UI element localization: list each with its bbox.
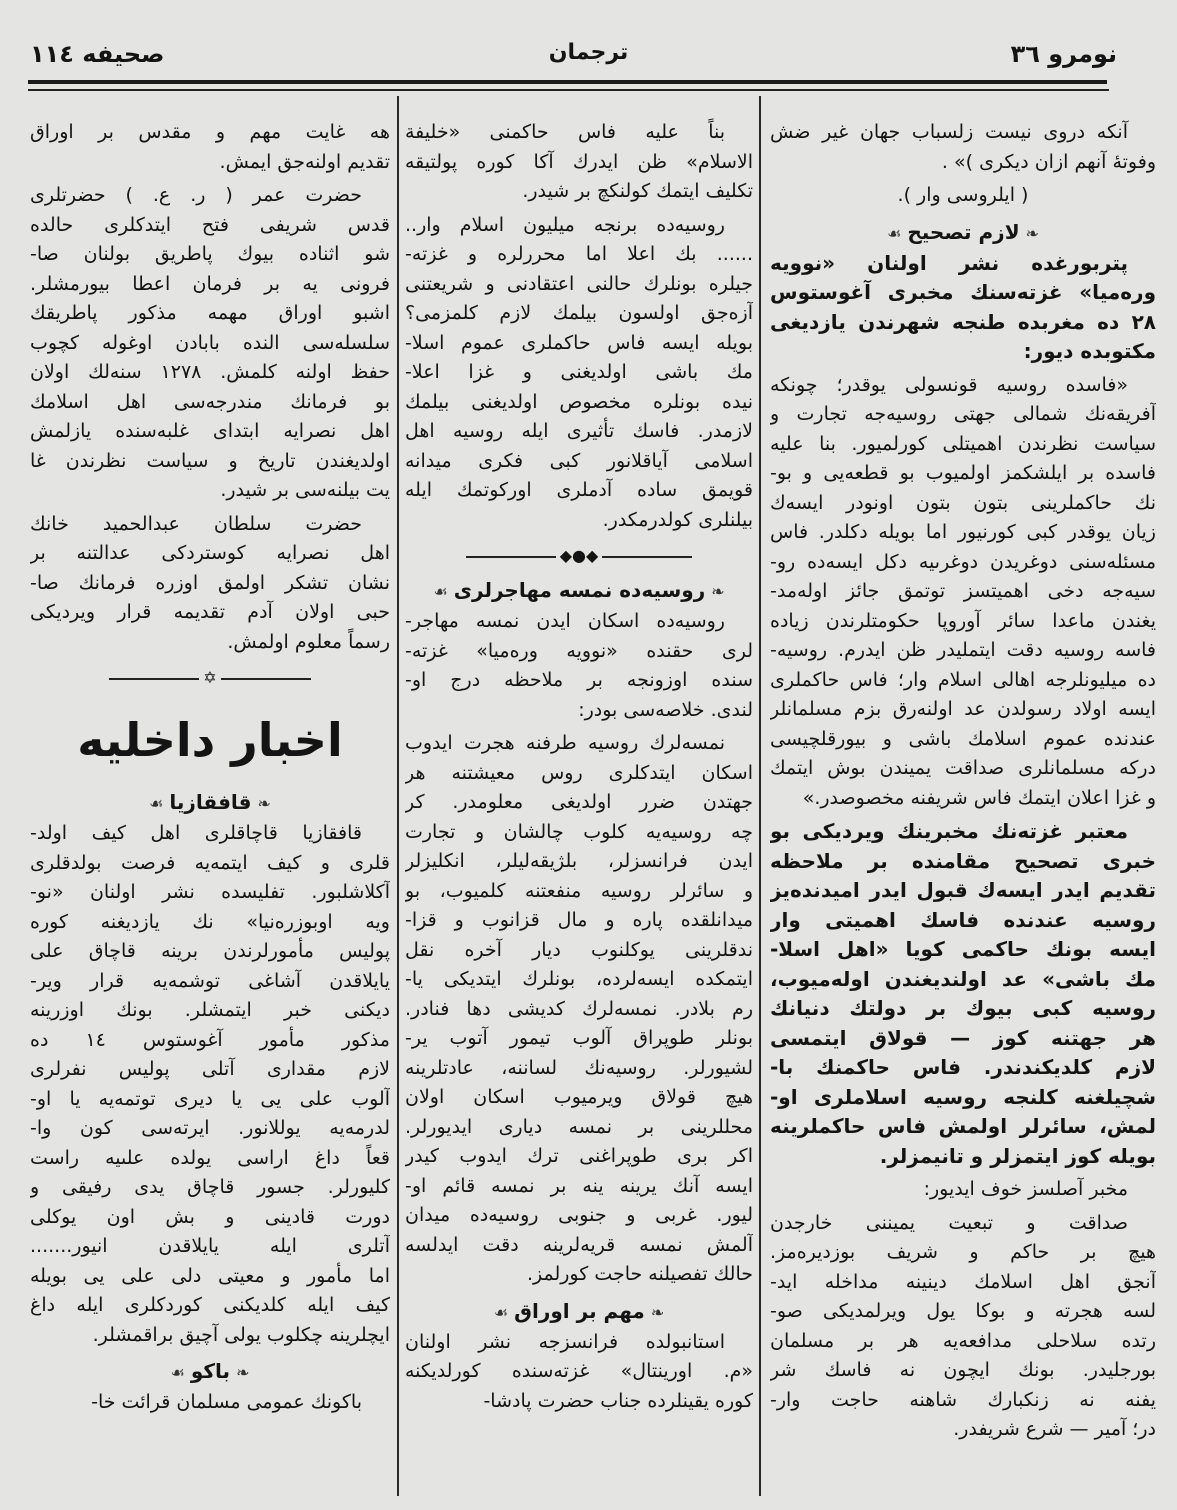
text-line: نمسەلرك روسيه طرفنه هجرت ايدوب bbox=[405, 732, 725, 754]
text-line: لدرمەيه يوللانور. ايرتەسى كون وا- bbox=[30, 1117, 390, 1139]
ornament-icon: ❧ bbox=[236, 1363, 250, 1382]
text-line: ايتمكده ايسەلرده، بونلرك ايتديكى يا- bbox=[405, 968, 753, 990]
text-line: تقديم ايدر ايسەك قبول ايدر اميدندەيز bbox=[770, 878, 1156, 902]
text-line: ...... بك اعلا اما محررلره و غزتە- bbox=[405, 243, 753, 265]
text-line: نك حاكملرينى بتون بتون اونودر ايسەك bbox=[770, 491, 1156, 514]
text-line: كليورلر. جسور قاچاق يدى رفيقى و bbox=[30, 1176, 390, 1198]
text-line: جيلره بونلرك حالنى اعتقادنى و شريعتنى bbox=[405, 272, 753, 295]
paragraph bbox=[30, 1388, 390, 1418]
paragraph bbox=[770, 371, 1156, 814]
ornament-icon: ☙ bbox=[493, 1302, 509, 1322]
text-line: آتلرى ايله يايلاقدن انيور....... bbox=[30, 1235, 390, 1257]
text-line: بونلر طوپراق آلوب تيمور آتوب ير- bbox=[405, 1027, 753, 1049]
text-line: لازم مقدارى آتلى پوليس نفرلرى bbox=[30, 1058, 390, 1080]
text-line: هيچ قولاق ويرميوب اسكان اولان bbox=[405, 1086, 753, 1108]
text-line: خبرى تصحيح مقامنده بر ملاحظه bbox=[770, 848, 1156, 873]
column-right bbox=[770, 118, 1156, 1449]
text-line: كوره يقينلرده جناب حضرت پادشا- bbox=[483, 1389, 753, 1412]
divider-ornament-icon: ✡ bbox=[203, 668, 217, 687]
paragraph bbox=[405, 607, 753, 725]
text-line: تكليف ايتمك كولنكچ بر شيدر. bbox=[522, 180, 753, 202]
text-line: اشبو اوراق مهمه مذكور پاطريقك bbox=[30, 302, 390, 324]
paragraph bbox=[30, 181, 390, 506]
text-line: روسيەده اسكان ايدن نمسه مهاجر- bbox=[405, 610, 725, 632]
text-line: بويله كوز ايتمزلر و تانيمزلر. bbox=[879, 1143, 1156, 1168]
text-line: «م. اورينتال» غزتەسنده كورلديكنه bbox=[405, 1360, 753, 1382]
text-line: يفنه نه زنكبارك شاهنه حاجت وار- bbox=[770, 1388, 1156, 1411]
text-line: پوليس مأمورلرندن برينه قاچاق على bbox=[30, 940, 390, 962]
text-line: آكلاشلبور. تفليسده نشر اولنان «نو- bbox=[30, 881, 390, 903]
text-line: يت بيلنەسى بر شيدر. bbox=[220, 479, 390, 501]
text-line: روسيەده برنجه ميليون اسلام وار.. bbox=[405, 213, 725, 236]
column-middle bbox=[405, 118, 753, 1420]
header-rule bbox=[28, 80, 1107, 84]
paragraph bbox=[30, 510, 390, 658]
text-line: رسماً معلوم اولمش. bbox=[227, 630, 390, 653]
text-line: قدس شريفى فتح ايتدكلرى حالده bbox=[30, 213, 390, 236]
paragraph bbox=[405, 729, 753, 1290]
text-line: بورجليدر. بونك ايچون نه فاسك شر bbox=[770, 1359, 1156, 1381]
text-line: لسه هجرته و بوكا يول ويرلمديكى صو- bbox=[770, 1300, 1156, 1322]
text-line: دورت قادينى و بش اون يوكلى bbox=[30, 1205, 390, 1228]
text-line: سياست نظرندن اهميتلى كورلميور. بنا عليه bbox=[770, 432, 1156, 455]
divider-line bbox=[221, 678, 311, 680]
text-line: ويه اوبوزرەنيا» نك يازديغنه كوره bbox=[30, 910, 390, 933]
paragraph bbox=[770, 249, 1156, 367]
section-heading bbox=[405, 1294, 753, 1328]
paragraph bbox=[405, 1328, 753, 1417]
text-line: پتربورغده نشر اولنان «نوويه bbox=[770, 250, 1128, 275]
text-line: رتده سلاحلى مدافعەيه هر بر مسلمان bbox=[770, 1329, 1156, 1352]
text-line: اسلامى آياقلانور كبى فكرى ميدانه bbox=[405, 449, 753, 472]
text-line: ايسه آنك يرينه ينه بر نمسه قائم او- bbox=[405, 1174, 753, 1197]
text-line: تقديم اولنەجق ايمش. bbox=[219, 150, 390, 173]
issue-number: نومرو ٣٦ bbox=[1010, 40, 1117, 68]
text-line: اهل نصرايه ابتداى غلبەسنده يازلمش bbox=[30, 420, 390, 442]
text-line: قعاً داغ اراسى يولده علىيه راست bbox=[30, 1146, 390, 1169]
section-heading bbox=[770, 215, 1156, 249]
text-line: سلسلەسى النده بابادن اوغوله كچوب bbox=[30, 331, 390, 354]
text-line: دركه مسلمانلرى صداقت يميندن بوش ايتمك bbox=[770, 757, 1156, 779]
text-line: لازم كلديكندندر. فاس حاكمنك با- bbox=[770, 1055, 1156, 1079]
ornament-icon: ❧ bbox=[1025, 223, 1039, 243]
text-line: حضرت عمر ( ر. ع. ) حضرتلرى bbox=[30, 184, 362, 206]
paragraph bbox=[30, 118, 390, 177]
ornament-icon: ❧ bbox=[650, 1302, 665, 1322]
text-line: هر جهتنه كوز — قولاق ايتمسى bbox=[770, 1025, 1156, 1050]
text-line: بيلنلرى كولدرمكدر. bbox=[602, 508, 753, 531]
section-title: اخبار داخليه bbox=[77, 713, 343, 767]
section-heading bbox=[30, 785, 390, 819]
text-line: قويمق ساده آدملرى اوركوتمك ايله bbox=[405, 479, 753, 501]
text-line: آفريقەنك شمالى جهتى روسيەجه تجارت و bbox=[770, 403, 1156, 425]
text-line: مك باشى» عد اولنديغندن اولەميوب، bbox=[770, 966, 1156, 991]
text-line: حالك تفصيلنه حاجت كورلمز. bbox=[526, 1263, 753, 1285]
text-line: سنده اوزونجه بر ملاحظه درج او- bbox=[405, 669, 753, 691]
text-line: فاسه روسيه دقت ايتمليدر ظن ايدرم. روسيە- bbox=[770, 639, 1156, 661]
text-line: سيەجه دخى اهميتسز توتمق جائز اولەمد- bbox=[770, 580, 1156, 602]
text-line: آزەجق اولسون بيلمك لازم كلمزمى؟ bbox=[405, 302, 753, 324]
text-line: آنكه دروى نيست زلسباب جهان غير ضش bbox=[770, 121, 1128, 143]
ornament-icon: ❧ bbox=[257, 794, 271, 813]
column-divider bbox=[759, 96, 761, 1496]
text-line: لشيورلر. روسيەنك لساننه، عادتلرينه bbox=[405, 1056, 753, 1079]
text-line: آنجق اهل اسلامك دينينه مداخله ايد- bbox=[770, 1270, 1156, 1293]
text-line: اولديغندن تاريخ و سياست نظرندن غا bbox=[30, 449, 390, 472]
section-heading bbox=[30, 1354, 390, 1388]
text-line: حضرت سلطان عبدالحميد خانك bbox=[30, 512, 362, 535]
text-line: آلوب على يى يا ديرى توتمەيه يا او- bbox=[30, 1087, 390, 1110]
page-number: صحيفه ١١٤ bbox=[30, 40, 165, 68]
text-line: حبى اولان آدم تقديمه قرار ويرديكى bbox=[30, 601, 390, 623]
text-line: روسيه عندنده فاسك اهميتى وار bbox=[770, 907, 1156, 932]
text-line: ميدانلقده پاره و مال قزانوب و قزا- bbox=[405, 909, 753, 931]
section-divider bbox=[30, 661, 390, 695]
text-line: اهل نصرايه كوستردكى عدالتنه بر bbox=[30, 542, 390, 564]
text-line: فاسده بر ايلشكمز اولميوب بو قطعەيى و بو- bbox=[770, 462, 1156, 484]
text-line: ٢٨ ده مغربده طنجه شهرندن يازديغى bbox=[770, 309, 1156, 334]
text-line: اكر برى طوپراغنى ترك ايدوب كيدر bbox=[405, 1145, 753, 1167]
heading-text: لازم تصحيح bbox=[907, 219, 1020, 244]
heading-text: باكو bbox=[190, 1359, 231, 1383]
paragraph bbox=[770, 181, 1156, 211]
paragraph bbox=[30, 819, 390, 1350]
text-line: ايسه بونك حاكمى كويا «اهل اسلا- bbox=[770, 937, 1156, 961]
text-line: يايلاقدن آشاغى توشمەيه قرار وير- bbox=[30, 969, 390, 992]
text-line: چه روسيەيه كلوب چالشان و تجارت bbox=[405, 820, 753, 843]
text-line: قلرى و كيف ايتمەيه فرصت بولدقلرى bbox=[30, 851, 390, 874]
text-line: حفظ اولنه كلمش. ١٢٧٨ سنەلك اولان bbox=[30, 361, 390, 383]
text-line: رم بلادر. نمسەلرك كديشى دها فنادر. bbox=[405, 997, 753, 1020]
text-line: اسكان ايتدكلرى روس معيشتنه هر bbox=[405, 761, 753, 784]
text-line: باكونك عمومى مسلمان قرائت خا- bbox=[91, 1391, 362, 1413]
text-line: اما مأمور و معيتى دلى على يى بويله bbox=[30, 1264, 390, 1287]
text-line: عندنده عموم اسلامك باشى و بيورقلچيسى bbox=[770, 727, 1156, 750]
paragraph bbox=[770, 1175, 1156, 1205]
text-line: ورەميا» غزتەسنك مخبرى آغوستوس bbox=[770, 280, 1156, 304]
text-line: ليور. غربى و جنوبى روسيەده ميدان bbox=[405, 1204, 753, 1226]
text-line: ديكنى خبر ايتمشلر. بونك اوزرينه bbox=[30, 999, 390, 1021]
text-line: نشان تشكر اولمق اوزره فرمانك صا- bbox=[30, 571, 390, 594]
text-line: استانبولده فرانسزجه نشر اولنان bbox=[405, 1330, 725, 1353]
text-line: جهتدن ضرر اولديغى معلومدر. كر bbox=[405, 791, 753, 813]
paragraph bbox=[770, 1209, 1156, 1445]
text-line: فرونى يه بر فرمان اعطا بيورمشلر. bbox=[30, 272, 390, 295]
heading-text: روسيەده نمسه مهاجرلرى bbox=[453, 578, 706, 602]
text-line: لندى. خلاصەسى بودر: bbox=[578, 698, 753, 721]
text-line: ايسه اولاد رسولدن عد اولنەرق بزم مسلمانلر bbox=[770, 698, 1156, 720]
text-line: بناً عليه فاس حاكمنى «خليفة bbox=[405, 121, 725, 143]
column-divider bbox=[397, 96, 399, 1496]
column-left bbox=[30, 118, 390, 1422]
text-line: ايچلرينه چكلوب يولى آچيق براقمشلر. bbox=[92, 1323, 390, 1346]
text-line: نيده بونلره مخصوص اولديغنى بيلمك bbox=[405, 390, 753, 413]
header-rule-thin bbox=[28, 89, 1109, 91]
text-line: صداقت و تبعيت يميننى خارجدن bbox=[770, 1211, 1128, 1234]
text-line: در؛ آمير — شرع شريفدر. bbox=[953, 1418, 1156, 1440]
divider-line bbox=[466, 556, 556, 558]
ornament-icon: ☙ bbox=[149, 794, 164, 813]
text-line: وفوتۀ آنهم ازان ديكرى )» . bbox=[941, 150, 1156, 173]
ornament-icon: ☙ bbox=[433, 582, 448, 601]
text-line: زيان يوقدر كبى كورنيور اما بويله دكلدر. فاس bbox=[770, 521, 1156, 543]
text-line: الاسلام» ظن ايدرك آكا كوره پولتيقه bbox=[405, 150, 753, 173]
text-line: محللرينى بر نمسه ديارى ايديورلر. bbox=[405, 1115, 753, 1138]
text-line: كيف ايله كلديكنى كوردكلرى ايله داغ bbox=[30, 1294, 390, 1316]
text-line: ( ايلروسى وار ). bbox=[897, 184, 1029, 206]
text-line: لرى حقنده «نوويه ورەميا» غزتە- bbox=[405, 639, 753, 662]
text-line: شچيلغنه كلنجه روسيه اسلاملرى او- bbox=[770, 1084, 1156, 1109]
text-line: و سائرلر روسيه منفعتنه كلميوب، بو bbox=[405, 879, 753, 902]
text-line: ده ميليونلرجه اهالى اسلام وار؛ فاس حاكملرى bbox=[770, 668, 1156, 691]
paragraph bbox=[770, 118, 1156, 177]
text-line: هيچ بر حاكم و شريف بوزديرەمز. bbox=[770, 1241, 1156, 1263]
newspaper-title: ترجمان bbox=[548, 40, 629, 65]
ornament-icon: ☙ bbox=[170, 1363, 185, 1382]
text-line: مخبر آصلسز خوف ايديور: bbox=[923, 1178, 1128, 1200]
text-line: آلمش نمسه قريەلرينه دقت ايدلسه bbox=[405, 1233, 753, 1256]
ornament-icon: ☙ bbox=[887, 223, 902, 243]
text-line: بو فرمانك مندرجەسى اهل اسلامك bbox=[30, 390, 390, 413]
text-line: ايدن فرانسزلر، بلژيقەليلر، انكليزلر bbox=[405, 850, 753, 872]
text-line: قافقازيا قاچاقلرى اهل كيف اولد- bbox=[30, 822, 362, 844]
paragraph bbox=[405, 211, 753, 536]
text-line: مسئلەسنى دوغريدن دوغرىيه دكل ايسەده رو- bbox=[770, 550, 1156, 573]
section-divider bbox=[405, 539, 753, 573]
text-line: لازمدر. فاسك تأثيرى ايله روسيه اهل bbox=[405, 420, 753, 442]
section-heading bbox=[405, 573, 753, 607]
paragraph bbox=[770, 817, 1156, 1171]
text-line: معتبر غزتەنك مخبرينك ويرديكى بو bbox=[770, 819, 1128, 843]
text-line: مذكور مأمور آغوستوس ١٤ ده bbox=[30, 1028, 390, 1051]
divider-line bbox=[109, 678, 199, 680]
text-line: ندقلرينى يوكلنوب ديار آخره نقل bbox=[405, 938, 753, 961]
text-line: بويله ايسه فاس حاكملرى عموم اسلا- bbox=[405, 331, 753, 354]
heading-text: قافقازيا bbox=[169, 790, 252, 814]
ornament-icon: ❧ bbox=[711, 582, 725, 601]
text-line: شو اثناده بيوك پاطريق بولنان صا- bbox=[30, 243, 390, 265]
paragraph bbox=[405, 118, 753, 207]
text-line: مك باشى اولديغنى و غزا اعلا- bbox=[405, 361, 753, 383]
divider-line bbox=[602, 556, 692, 558]
text-line: هه غايت مهم و مقدس بر اوراق bbox=[30, 121, 390, 143]
text-line: لمش، سائرلر اولمش فاس حاكملرينه bbox=[770, 1114, 1156, 1138]
text-line: يغندن ماعدا سائر آوروپا حكومتلرندن زيادە bbox=[770, 609, 1156, 632]
text-line: روسيه كبى بيوك بر دولتك دنيانك bbox=[770, 996, 1156, 1020]
divider-ornament-icon: ◆●◆ bbox=[559, 546, 599, 565]
text-line: مكتوبده ديور: bbox=[1023, 339, 1156, 363]
text-line: «فاسده روسيه قونسولى يوقدر؛ چونكه bbox=[770, 373, 1128, 396]
heading-text: مهم بر اوراق bbox=[514, 1298, 645, 1323]
text-line: و غزا اعلان ايتمك فاس شريفنه مخصوصدر.» bbox=[802, 786, 1156, 809]
